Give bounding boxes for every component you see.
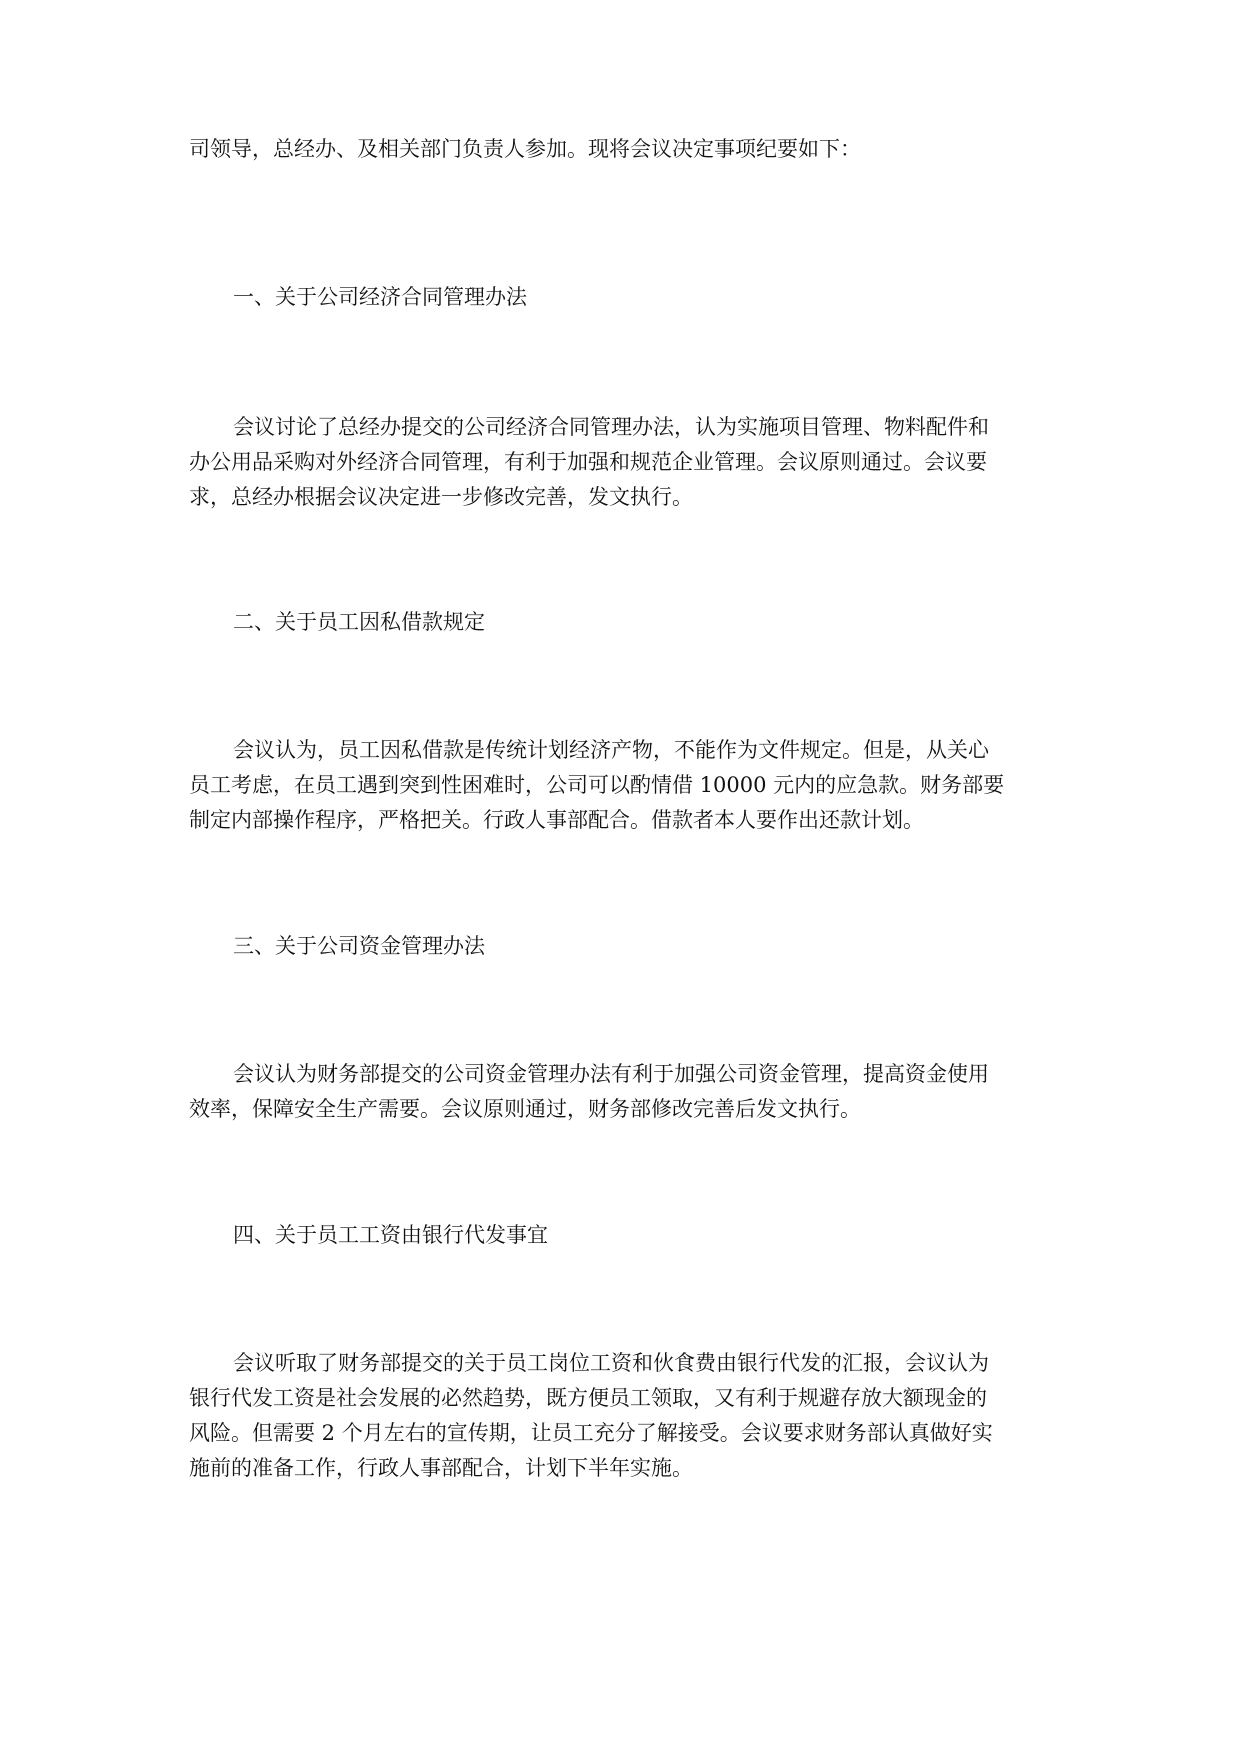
paragraph-line: 会议认为财务部提交的公司资金管理办法有利于加强公司资金管理，提高资金使用: [233, 1062, 989, 1086]
section-heading-employee-loans: 二、关于员工因私借款规定: [233, 610, 485, 634]
section-heading-fund-management: 三、关于公司资金管理办法: [233, 934, 485, 958]
paragraph-line: 员工考虑，在员工遇到突到性困难时，公司可以酌情借 10000 元内的应急款。财务部要: [189, 773, 1005, 797]
paragraph-line: 会议认为，员工因私借款是传统计划经济产物，不能作为文件规定。但是，从关心: [233, 738, 989, 762]
section-heading-bank-payroll: 四、关于员工工资由银行代发事宜: [233, 1223, 548, 1247]
paragraph-line: 银行代发工资是社会发展的必然趋势，既方便员工领取，又有利于规避存放大额现金的: [189, 1386, 987, 1410]
paragraph-line: 办公用品采购对外经济合同管理，有利于加强和规范企业管理。会议原则通过。会议要: [189, 450, 987, 474]
paragraph-line: 风险。但需要 2 个月左右的宣传期，让员工充分了解接受。会议要求财务部认真做好实: [189, 1421, 993, 1445]
section-paragraph-bank-payroll: [189, 1346, 1059, 1486]
paragraph-line: 会议讨论了总经办提交的公司经济合同管理办法，认为实施项目管理、物料配件和: [233, 415, 989, 439]
paragraph-line: 效率，保障安全生产需要。会议原则通过，财务部修改完善后发文执行。: [189, 1097, 861, 1121]
section-heading-contract-management: 一、关于公司经济合同管理办法: [233, 285, 527, 309]
section-paragraph-fund-management: [189, 1057, 1059, 1127]
paragraph-line: 求，总经办根据会议决定进一步修改完善，发文执行。: [189, 485, 693, 509]
paragraph-line: 施前的准备工作，行政人事部配合，计划下半年实施。: [189, 1456, 693, 1480]
paragraph-line: 司领导，总经办、及相关部门负责人参加。现将会议决定事项纪要如下：: [189, 137, 861, 161]
paragraph-line: 会议听取了财务部提交的关于员工岗位工资和伙食费由银行代发的汇报，会议认为: [233, 1351, 989, 1375]
section-paragraph-contract-management: [189, 410, 1059, 515]
paragraph-line: 制定内部操作程序，严格把关。行政人事部配合。借款者本人要作出还款计划。: [189, 808, 924, 832]
section-paragraph-employee-loans: [189, 733, 1059, 838]
intro-paragraph: [189, 132, 1059, 167]
